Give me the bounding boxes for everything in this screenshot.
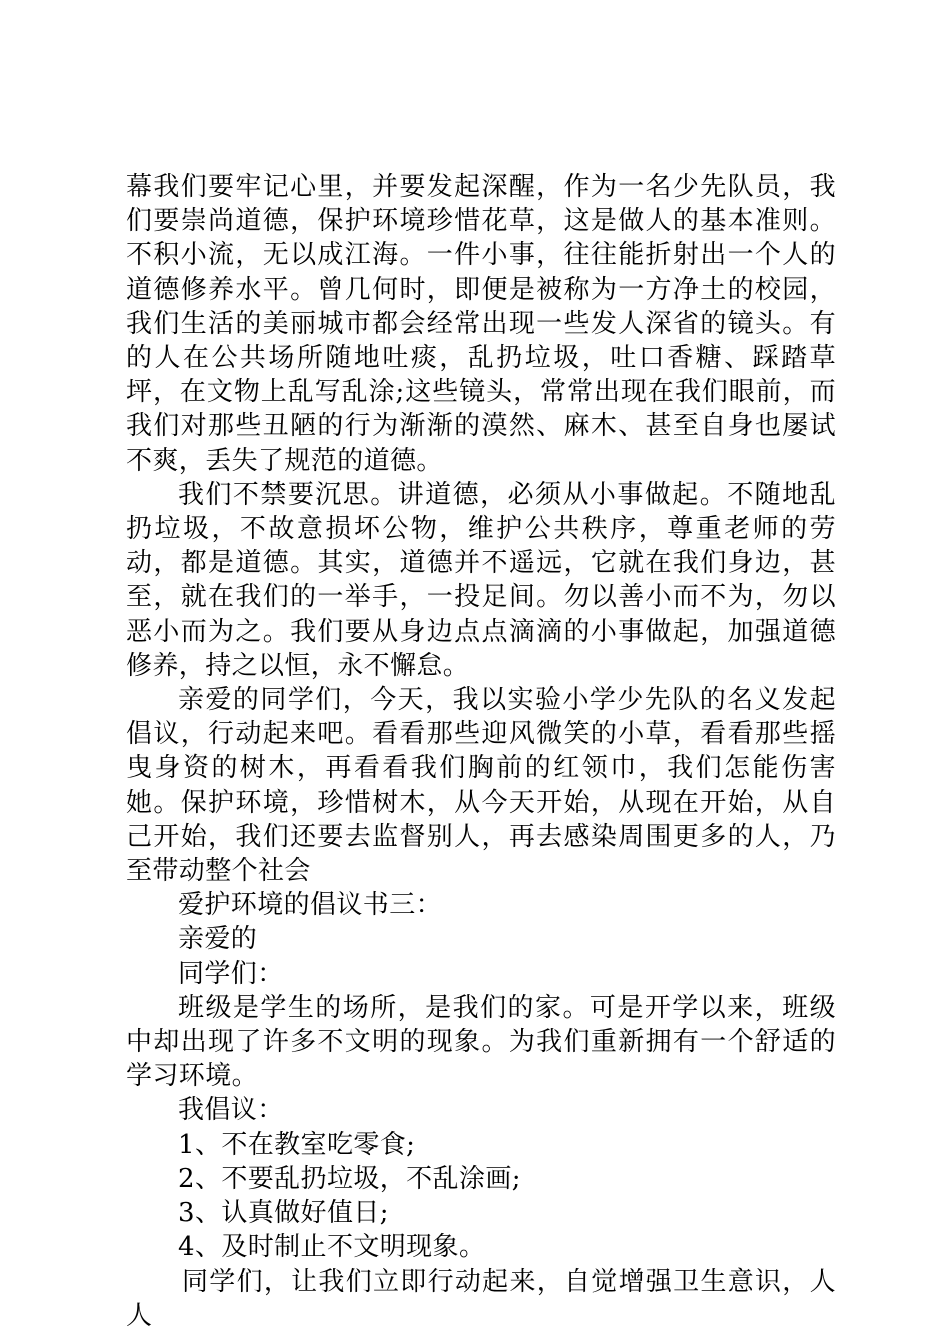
proposal-item-3: 3、认真做好值日; [178,1198,389,1229]
salutation-line-2: 同学们： [178,958,284,989]
document-body [126,170,836,1333]
proposal-label: 我倡议： [178,1095,284,1126]
paragraph-reflection: 我们不禁要沉思。讲道德，必须从小事做起。不随地乱扔垃圾，不故意损坏公物，维护公共秩序，尊重老师的劳动，都是道德。其实，道德并不遥远，它就在我们身边，甚至，就在我们的一举手，一投足间。勿以善小而不为，勿以恶小而为之。我们要从身边点点滴滴的小事做起，加强道德修养，持之以恒，永不懈怠。 [126,479,836,681]
paragraph-class-environment: 班级是学生的场所，是我们的家。可是开学以来，班级中却出现了许多不文明的现象。为我们重新拥有一个舒适的学习环境。 [126,992,836,1092]
proposal-item-1: 1、不在教室吃零食; [178,1129,416,1160]
salutation-line-1: 亲爱的 [178,924,258,955]
section-heading-proposal-three: 爱护环境的倡议书三： [178,890,443,921]
paragraph-closing: 同学们，让我们立即行动起来，自觉增强卫生意识，人人 [126,1266,836,1331]
proposal-item-4: 4、及时制止不文明现象。 [178,1232,486,1263]
paragraph-morality-intro: 幕我们要牢记心里，并要发起深醒，作为一名少先队员，我们要崇尚道德，保护环境珍惜花草，这是做人的基本准则。不积小流，无以成江海。一件小事，往往能折射出一个人的道德修养水平。曾几何时，即便是被称为一方净土的校园，我们生活的美丽城市都会经常出现一些发人深省的镜头。有的人在公共场所随地吐痰，乱扔垃圾，吐口香糖、踩踏草坪，在文物上乱写乱涂;这些镜头，常常出现在我们眼前，而我们对那些丑陋的行为渐渐的漠然、麻木、甚至自身也屡试不爽，丢失了规范的道德。 [126,172,836,476]
paragraph-call-to-action: 亲爱的同学们，今天，我以实验小学少先队的名义发起倡议，行动起来吧。看看那些迎风微笑的小草，看看那些摇曳身资的树木，再看看我们胸前的红领巾，我们怎能伤害她。保护环境，珍惜树木，从今天开始，从现在开始，从自己开始，我们还要去监督别人，再去感染周围更多的人，乃至带动整个社会 [126,685,836,887]
proposal-item-2: 2、不要乱扔垃圾，不乱涂画; [178,1163,521,1194]
